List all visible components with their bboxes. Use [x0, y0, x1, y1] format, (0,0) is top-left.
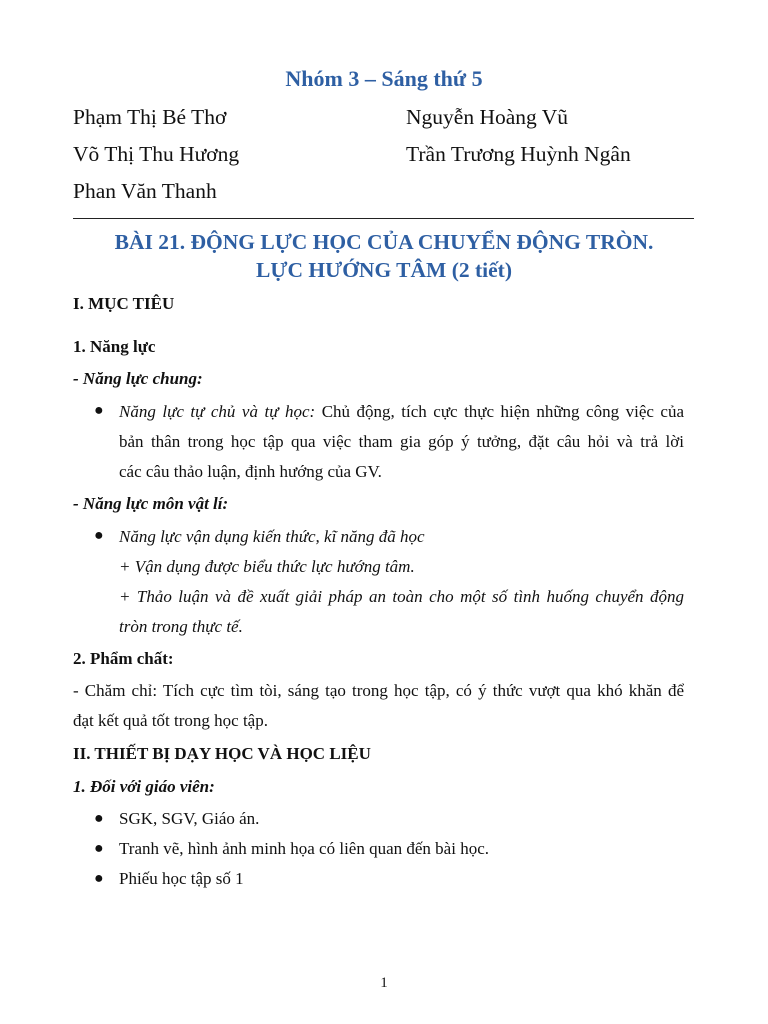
lesson-title-line: LỰC HƯỚNG TÂM (2 tiết) — [256, 258, 512, 282]
bullet-dot-icon: ● — [94, 810, 104, 827]
paragraph-line: bản thân trong học tập qua việc tham gia góp ý tưởng, đặt câu hỏi và trả lời — [119, 432, 684, 451]
section-heading: I. MỤC TIÊU — [73, 294, 175, 313]
member-name: Phan Văn Thanh — [73, 179, 217, 203]
subsection-label: - Năng lực chung: — [73, 369, 203, 388]
bullet-dot-icon: ● — [94, 840, 104, 857]
member-name: Võ Thị Thu Hương — [73, 142, 240, 166]
bullet-paragraph — [119, 522, 684, 642]
lesson-title-line: BÀI 21. ĐỘNG LỰC HỌC CỦA CHUYỂN ĐỘNG TRÒN. — [114, 230, 654, 254]
bullet-paragraph — [119, 397, 684, 487]
paragraph-line: - Chăm chỉ: Tích cực tìm tòi, sáng tạo trong học tập, có ý thức vượt qua khó khăn để — [73, 681, 684, 700]
paragraph-line: tròn trong thực tế. — [119, 617, 243, 636]
member-name: Trần Trương Huỳnh Ngân — [406, 142, 631, 166]
bullet-dot-icon: ● — [94, 870, 104, 887]
paragraph-line: Năng lực vận dụng kiến thức, kĩ năng đã học — [119, 527, 425, 546]
paragraph-line — [119, 397, 684, 427]
horizontal-divider — [73, 218, 694, 219]
page-number: 1 — [380, 975, 388, 991]
group-title: Nhóm 3 – Sáng thứ 5 — [285, 66, 483, 91]
list-item: Tranh vẽ, hình ảnh minh họa có liên quan đến bài học. — [119, 839, 489, 858]
subsection-label: 1. Đối với giáo viên: — [73, 777, 215, 796]
paragraph-text: Chủ động, tích cực thực hiện những công việc của — [315, 402, 684, 421]
bullet-dot-icon: ● — [94, 527, 104, 544]
member-name: Phạm Thị Bé Thơ — [73, 105, 227, 129]
lesson-title — [40, 228, 728, 284]
list-item: Phiếu học tập số 1 — [119, 869, 244, 888]
bullet-label: Năng lực tự chủ và tự học: — [119, 402, 316, 421]
paragraph-line: đạt kết quả tốt trong học tập. — [73, 711, 268, 730]
list-item: SGK, SGV, Giáo án. — [119, 809, 260, 828]
paragraph-line: + Vận dụng được biểu thức lực hướng tâm. — [119, 557, 415, 576]
subsection-label: - Năng lực môn vật lí: — [73, 494, 229, 513]
quality-paragraph — [73, 676, 684, 736]
subsection-heading: 2. Phẩm chất: — [73, 649, 174, 668]
subsection-heading: 1. Năng lực — [73, 337, 156, 356]
member-name: Nguyễn Hoàng Vũ — [406, 105, 569, 129]
paragraph-line: các câu thảo luận, định hướng của GV. — [119, 462, 382, 481]
bullet-dot-icon: ● — [94, 402, 104, 419]
section-heading: II. THIẾT BỊ DẠY HỌC VÀ HỌC LIỆU — [73, 744, 371, 763]
paragraph-line: + Thảo luận và đề xuất giải pháp an toàn cho một số tình huống chuyển động — [119, 587, 684, 606]
